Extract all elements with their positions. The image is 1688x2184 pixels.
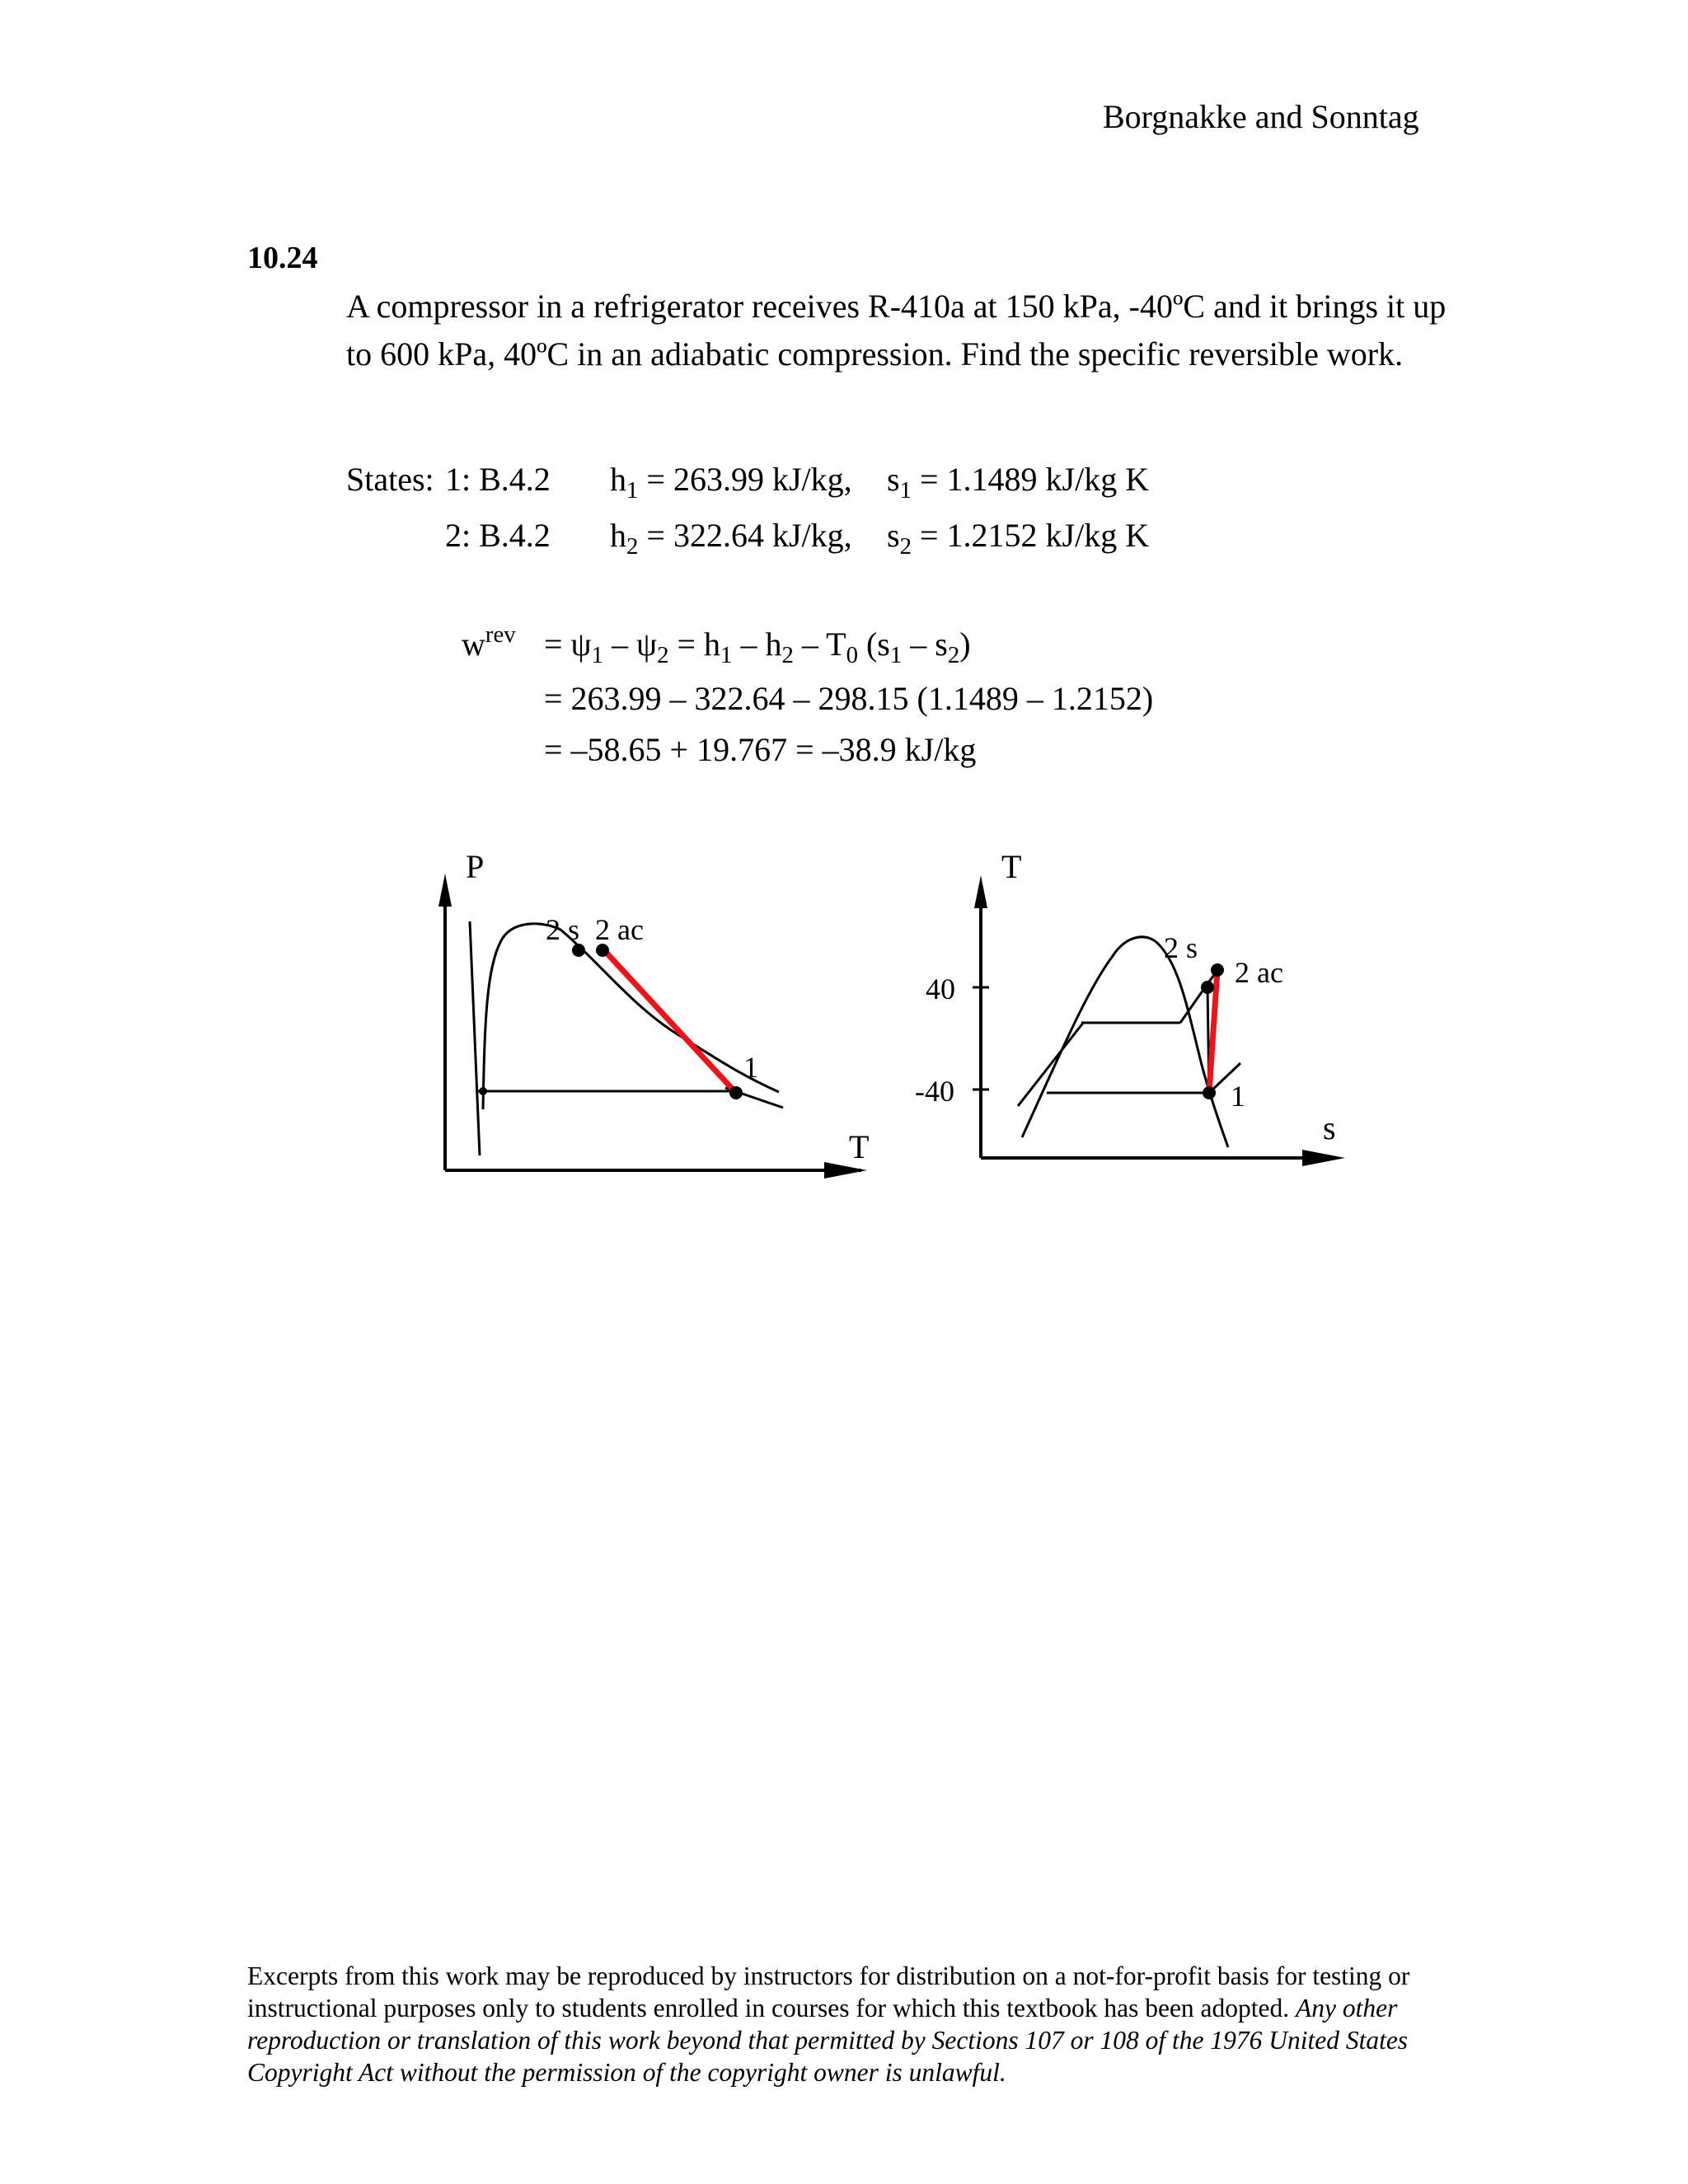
ts-label-2s: 2 s [1164,931,1198,964]
work-equation-line-2: = 263.99 – 322.64 – 298.15 (1.1489 – 1.2152) [544,680,1154,717]
ts-point-2ac [1211,963,1224,977]
saturation-dome [1022,937,1228,1147]
state-2-entropy: $s_2 = 1.2152$ kJ/kg K [887,517,1150,560]
state-2-enthalpy: $h_2 = 322.64$ kJ/kg, [610,517,852,560]
ts-diagram [907,841,1385,1187]
ts-label-2ac: 2 ac [1235,956,1283,989]
saturated-vapor-curve [483,924,779,1109]
p-diagram-y-arrow [438,874,452,907]
liquid-point [479,1087,487,1095]
state-2-table: 2: B.4.2 [445,517,551,554]
states-label: States: [346,461,434,498]
label-1: 1 [743,1051,758,1084]
work-equation-line-1: = $\psi_1 - \psi_2 = h_1 - h_2 - T_0$ $(s_1 - s_2)$ [544,626,971,669]
state-1-enthalpy: $h_1 = 263.99$ kJ/kg, [610,461,852,504]
ts-point-2s [1201,981,1214,994]
state-1-table: 1: B.4.2 [445,461,551,498]
ts-diagram-x-label: s [1323,1109,1336,1146]
ts-diagram-y-arrow [974,875,987,908]
ts-point-1 [1203,1086,1216,1099]
p-diagram-y-label: P [466,848,485,885]
work-symbol: $w^{rev}$ [462,621,516,663]
copyright-footer [247,1960,1451,2088]
footer-normal-text: Excerpts from this work may be reproduced by instructors for distribution on a not-for-profit basis for testing or instructional purposes only to students enrolled in courses for which this textbook has been adopted. [247,1961,1410,2022]
process-line-1-to-2ac [604,950,736,1093]
footer-italic-text: Any other reproduction or translation of this work beyond that permitted by Sections 107 or 108 of the 1976 United States Copyright Act without the permission of the copyright owner is unlawful. [247,1994,1409,2087]
state-1-entropy: $s_1 = 1.1489$ kJ/kg K [887,461,1150,504]
page-header-authors: Borgnakke and Sonntag [1103,98,1419,135]
label-2ac: 2 ac [595,913,644,946]
ts-label-1: 1 [1231,1080,1245,1113]
tick-label-minus40: -40 [915,1075,954,1108]
ts-diagram-x-arrow [1302,1150,1345,1166]
label-2s: 2 s [546,913,580,946]
p-diagram [412,841,890,1195]
problem-number: 10.24 [247,241,318,275]
ts-diagram-y-label: T [1001,848,1022,885]
saturated-liquid-line [470,921,480,1155]
point-1 [729,1086,743,1099]
work-equation-line-3: = –58.65 + 19.767 = –38.9 kJ/kg [544,731,977,768]
problem-statement: A compressor in a refrigerator receives R-410a at 150 kPa, -40ºC and it brings it up to 600 kPa, 40ºC in an adiabatic compression. Find the specific reversible work. [346,288,1447,373]
p-diagram-x-label: T [849,1128,870,1165]
tick-label-40: 40 [926,972,955,1005]
